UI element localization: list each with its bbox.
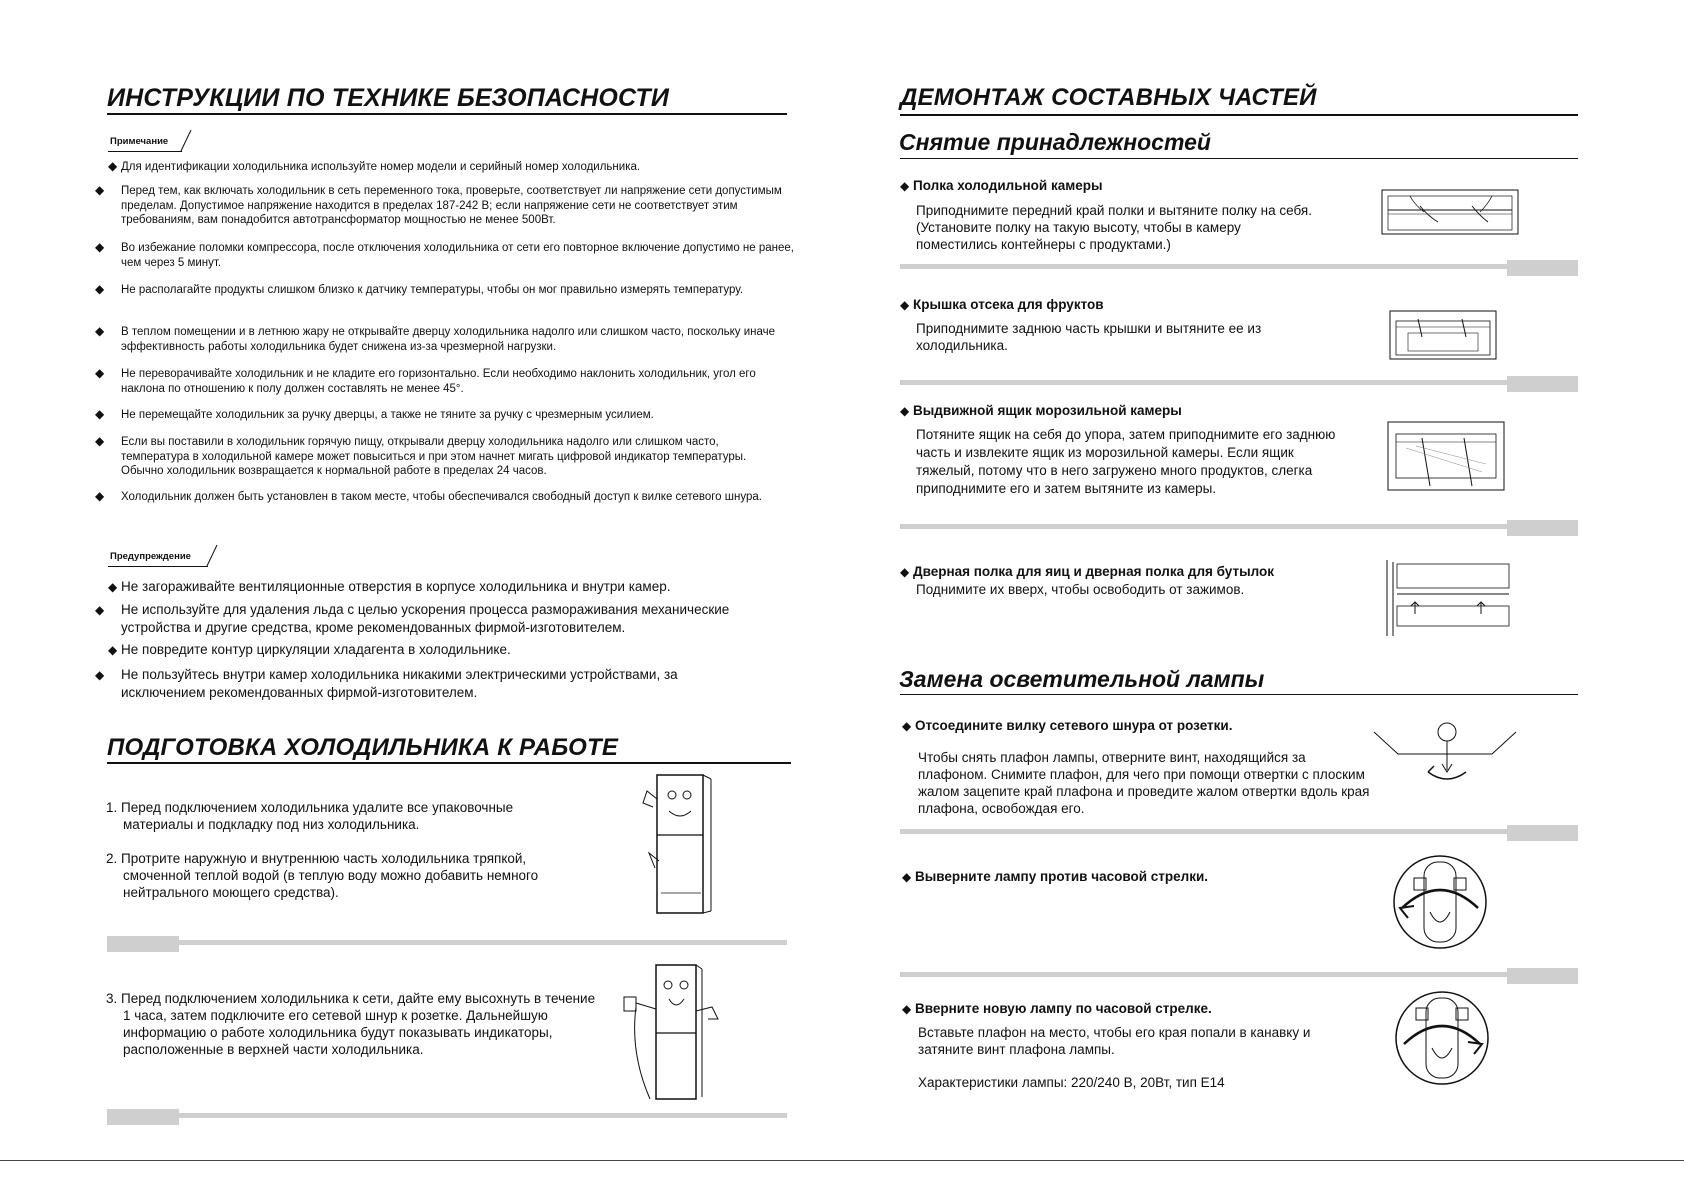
accessory-heading-3: ◆ Выдвижной ящик морозильной камеры [900, 403, 1182, 418]
lamp-screw-in-illustration [1390, 988, 1494, 1088]
page-bottom-rule [0, 1160, 1684, 1161]
accessory-heading-1: ◆ Полка холодильной камеры [900, 178, 1103, 193]
lamp-heading-1: ◆ Отсоедините вилку сетевого шнура от розетки. [902, 718, 1233, 733]
diamond-bullet-icon: ◆ [95, 434, 105, 448]
diamond-bullet-icon: ◆ [95, 407, 105, 421]
lamp-heading-2: ◆ Выверните лампу против часовой стрелки. [902, 869, 1209, 884]
lamp-heading-3: ◆ Вверните новую лампу по часовой стрелке. [902, 1001, 1212, 1016]
tag-slash [180, 130, 192, 152]
freezer-drawer-illustration [1386, 420, 1506, 492]
safety-title: ИНСТРУКЦИИ ПО ТЕХНИКЕ БЕЗОПАСНОСТИ [107, 84, 670, 112]
diamond-bullet-icon: ◆ [108, 643, 118, 657]
diamond-bullet-icon: ◆ [95, 603, 105, 617]
warning-1: ◆ Не загораживайте вентиляционные отверстия в корпусе холодильника и внутри камер. [108, 579, 671, 594]
fridge-cartoon-illustration [645, 773, 725, 918]
note-tag: Примечание [110, 136, 169, 147]
tag-underline [108, 151, 182, 152]
separator-block [1507, 376, 1578, 392]
diamond-bullet-icon: ◆ [108, 159, 118, 173]
note-3: ◆ Во избежание поломки компрессора, после отключения холодильника от сети его повторное включение допустимо не ранее, чем через 5 минут. [95, 240, 794, 269]
crisper-cover-illustration [1388, 305, 1498, 363]
door-shelf-illustration [1385, 558, 1511, 638]
note-8: ◆ Если вы поставили в холодильник горячую пищу, открывали дверцу холодильника надолго или слишком часто, температура в холодильной камере может повыситься и при этом начнет мигать цифровой индикатор температуры. Обычно холодильник возвращается к нормальной работе в пределах 24 часов. [95, 434, 747, 477]
note-1: ◆ Для идентификации холодильника используйте номер модели и серийный номер холодильника. [108, 159, 641, 173]
diamond-bullet-icon: ◆ [95, 282, 105, 296]
removal-title: ДЕМОНТАЖ СОСТАВНЫХ ЧАСТЕЙ [900, 84, 1317, 111]
prep-step-1: 1. Перед подключением холодильника удалите все упаковочные материалы и подкладку под низ холодильника. [106, 800, 514, 832]
diamond-bullet-icon: ◆ [900, 298, 910, 312]
accessory-text-1: Приподнимите передний край полки и вытяните полку на себя. (Установите полку на такую высоту, чтобы в камеру поместились контейнеры с продуктами.) [916, 203, 1312, 252]
prep-step-3: 3. Перед подключением холодильника к сети, дайте ему высохнуть в течение 1 часа, затем подключите его сетевой шнур к розетке. Дальнейшую информацию о работе холодильника будут показывать индикаторы, расположенные в верхней части холодильника. [106, 991, 596, 1057]
note-2: ◆ Перед тем, как включать холодильник в сеть переменного тока, проверьте, соответствует ли напряжение сети допустимым пределам. Допустимое напряжение находится в пределах 187-242 В; если напряжение сети не соответствует этим требованиям, вам понадобится автотрансформатор мощностью не менее 500Вт. [95, 183, 782, 226]
diamond-bullet-icon: ◆ [95, 324, 105, 338]
separator-bar [900, 829, 1578, 834]
note-7: ◆ Не перемещайте холодильник за ручку дверцы, а также не тяните за ручку с чрезмерным усилием. [95, 407, 654, 421]
note-9: ◆ Холодильник должен быть установлен в таком месте, чтобы обеспечивался свободный доступ к вилке сетевого шнура. [95, 489, 762, 503]
note-5: ◆ В теплом помещении и в летнюю жару не открывайте дверцу холодильника надолго или слишком часто, поскольку иначе эффективность работы холодильника будет снижена из-за чрезмерной нагрузки. [95, 324, 776, 353]
accessory-text-4: Поднимите их вверх, чтобы освободить от зажимов. [916, 582, 1245, 597]
diamond-bullet-icon: ◆ [900, 179, 910, 193]
title-rule [107, 113, 787, 115]
fridge-plug-illustration [622, 963, 732, 1103]
warning-2: ◆ Не используйте для удаления льда с целью ускорения процесса размораживания механические устройства и другие средства, кроме рекомендованных фирмой-изготовителем. [95, 602, 730, 635]
lamp-text-3: Вставьте плафон на место, чтобы его края попали в канавку и затяните винт плафона лампы. [918, 1025, 1311, 1057]
separator-block [1507, 520, 1578, 536]
separator-block [107, 1109, 179, 1125]
accessory-heading-4: ◆ Дверная полка для яиц и дверная полка для бутылок [900, 564, 1275, 579]
subtitle-rule [900, 158, 1578, 159]
diamond-bullet-icon: ◆ [95, 668, 105, 682]
separator-block [1507, 825, 1578, 841]
separator-bar [900, 524, 1578, 529]
shelf-removal-illustration [1380, 186, 1520, 238]
prep-title: ПОДГОТОВКА ХОЛОДИЛЬНИКА К РАБОТЕ [107, 734, 619, 761]
lamp-cover-screw-illustration [1372, 720, 1518, 786]
lamp-unscrew-illustration [1388, 852, 1492, 952]
separator-block [107, 936, 179, 952]
diamond-bullet-icon: ◆ [900, 404, 910, 418]
lamp-spec: Характеристики лампы: 220/240 В, 20Вт, тип Е14 [918, 1075, 1225, 1090]
separator-bar [107, 940, 787, 945]
separator-bar [107, 1113, 787, 1118]
separator-bar [900, 264, 1578, 269]
diamond-bullet-icon: ◆ [902, 1002, 912, 1016]
warning-3: ◆ Не повредите контур циркуляции хладагента в холодильнике. [108, 642, 511, 657]
title-rule [107, 762, 791, 764]
accessory-text-2: Приподнимите заднюю часть крышки и вытяните ее из холодильника. [916, 321, 1262, 353]
note-6: ◆ Не переворачивайте холодильник и не кладите его горизонтально. Если необходимо наклонить холодильник, угол его наклона по отношению к полу должен составлять не менее 45°. [95, 366, 756, 395]
warning-tag: Предупреждение [110, 551, 191, 562]
diamond-bullet-icon: ◆ [108, 580, 118, 594]
accessory-text-3: Потяните ящик на себя до упора, затем приподнимите его заднюю часть и извлеките ящик из морозильной камеры. Если ящик тяжелый, потому что в него загружено много продуктов, слегка приподнимите его и затем вытяните из камеры. [916, 427, 1336, 496]
accessories-title: Снятие принадлежностей [899, 129, 1211, 155]
diamond-bullet-icon: ◆ [95, 366, 105, 380]
diamond-bullet-icon: ◆ [95, 240, 105, 254]
subtitle-rule [900, 694, 1578, 695]
prep-step-2: 2. Протрите наружную и внутреннюю часть холодильника тряпкой, смоченной теплой водой (в теплую воду можно добавить немного нейтрального моющего средства). [106, 851, 539, 900]
separator-block [1507, 260, 1578, 276]
diamond-bullet-icon: ◆ [95, 489, 105, 503]
diamond-bullet-icon: ◆ [95, 183, 105, 197]
tag-underline [108, 566, 208, 567]
title-rule [900, 114, 1578, 116]
note-4: ◆ Не располагайте продукты слишком близко к датчику температуры, чтобы он мог правильно измерять температуру. [95, 282, 744, 296]
lamp-title: Замена осветительной лампы [899, 666, 1265, 692]
lamp-text-1: Чтобы снять плафон лампы, отверните винт, находящийся за плафоном. Снимите плафон, для чего при помощи отвертки с плоским жалом зацепите край плафона и проведите жалом отвертки вдоль края плафона, освобождая его. [918, 750, 1370, 816]
separator-bar [900, 972, 1578, 977]
warning-4: ◆ Не пользуйтесь внутри камер холодильника никакими электрическими устройствами, за исключением рекомендованных фирмой-изготовителем. [95, 667, 678, 700]
diamond-bullet-icon: ◆ [902, 870, 912, 884]
accessory-heading-2: ◆ Крышка отсека для фруктов [900, 297, 1104, 312]
tag-slash [206, 545, 218, 567]
diamond-bullet-icon: ◆ [902, 719, 912, 733]
separator-block [1507, 968, 1578, 984]
separator-bar [900, 380, 1578, 385]
diamond-bullet-icon: ◆ [900, 565, 910, 579]
